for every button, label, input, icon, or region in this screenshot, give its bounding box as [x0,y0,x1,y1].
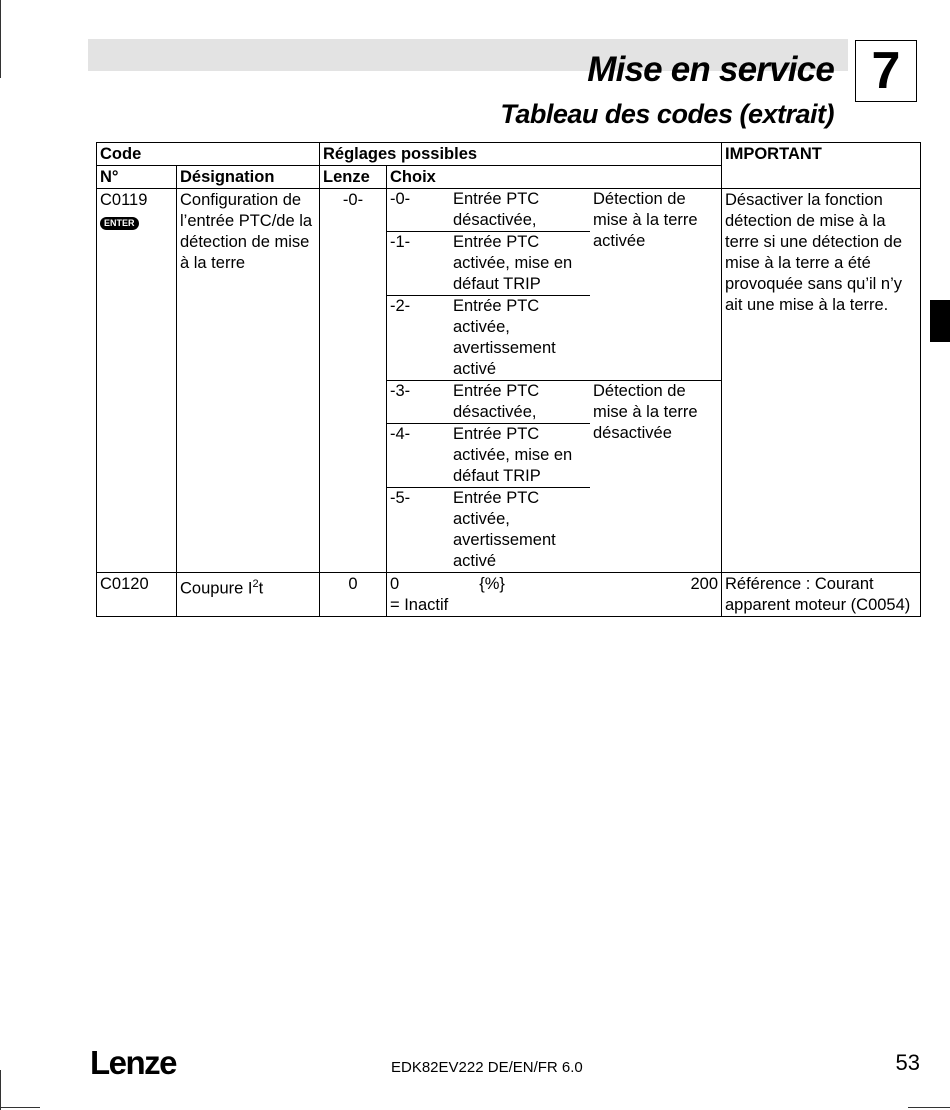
range-unit: {%} [479,575,505,593]
option-text: Entrée PTC activée, avertissement activé [449,296,590,381]
enter-badge-icon: ENTER [100,217,139,230]
range-line [390,574,718,595]
option-row [387,189,721,232]
table-row-c0120 [97,573,921,617]
option-number: -0- [390,190,411,208]
page-number: 53 [895,1050,920,1075]
codes-table [96,142,921,617]
cell-designation: Configuration de l’entrée PTC/de la détection de mise à la terre [177,189,320,573]
cell-important: Désactiver la fonction détection de mise à la terre si une détection de mise à la terre a été provoquée sans qu’il n’y ait une mise à la terre. [722,189,921,573]
crop-mark [0,0,1,78]
option-number: -3- [387,381,449,424]
crop-mark [908,1107,950,1108]
range-min-label: = Inactif [390,596,449,614]
option-number: -4- [387,424,449,488]
crop-mark [0,1070,1,1110]
header-reglages: Réglages possibles [320,143,722,166]
cell-code: C0120 [97,573,177,617]
cell-important: Référence : Courant apparent moteur (C0054) [722,573,921,617]
lenze-logo: Lenze [90,1044,177,1081]
option-number: -1- [387,232,449,296]
crop-mark [0,1107,40,1108]
header-row-1 [97,143,921,166]
option-row [387,381,721,424]
option-text: Entrée PTC activée, mise en défaut TRIP [449,424,590,488]
designation-superscript: 2 [252,578,259,590]
option-text: Entrée PTC activée, mise en défaut TRIP [449,232,590,296]
table-row-c0119 [97,189,921,573]
chapter-number-text: 7 [871,42,901,100]
header-code: Code [97,143,320,166]
side-tab-marker [930,300,950,342]
page-subtitle: Tableau des codes (extrait) [500,99,834,129]
cell-designation [177,573,320,617]
option-text: Entrée PTC désactivée, [453,190,540,229]
cell-range [387,573,722,617]
group-label-inactive: Détection de mise à la terre désactivée [590,381,721,573]
cell-lenze: -0- [320,189,387,573]
header-designation: Désignation [177,166,320,189]
page-title: Mise en service [587,50,834,89]
option-number: -2- [387,296,449,381]
cell-lenze: 0 [320,573,387,617]
header-important: IMPORTANT [722,143,921,189]
designation-suffix: t [258,579,264,598]
document-reference: EDK82EV222 DE/EN/FR 6.0 [391,1059,583,1076]
header-no: N° [97,166,177,189]
option-text: Entrée PTC désactivée, [449,381,590,424]
choice-options [387,189,721,572]
code-number: C0119 [100,191,148,209]
cell-code [97,189,177,573]
range-min: 0 [390,575,400,593]
chapter-number [855,40,917,102]
cell-choix [387,189,722,573]
designation-prefix: Coupure I [180,579,253,598]
option-number: -5- [387,488,449,573]
header-choix: Choix [387,166,722,189]
range-max: 200 [690,575,718,593]
option-text: Entrée PTC activée, avertissement activé [449,488,590,573]
header-lenze: Lenze [320,166,387,189]
group-label-active: Détection de mise à la terre activée [593,190,698,250]
